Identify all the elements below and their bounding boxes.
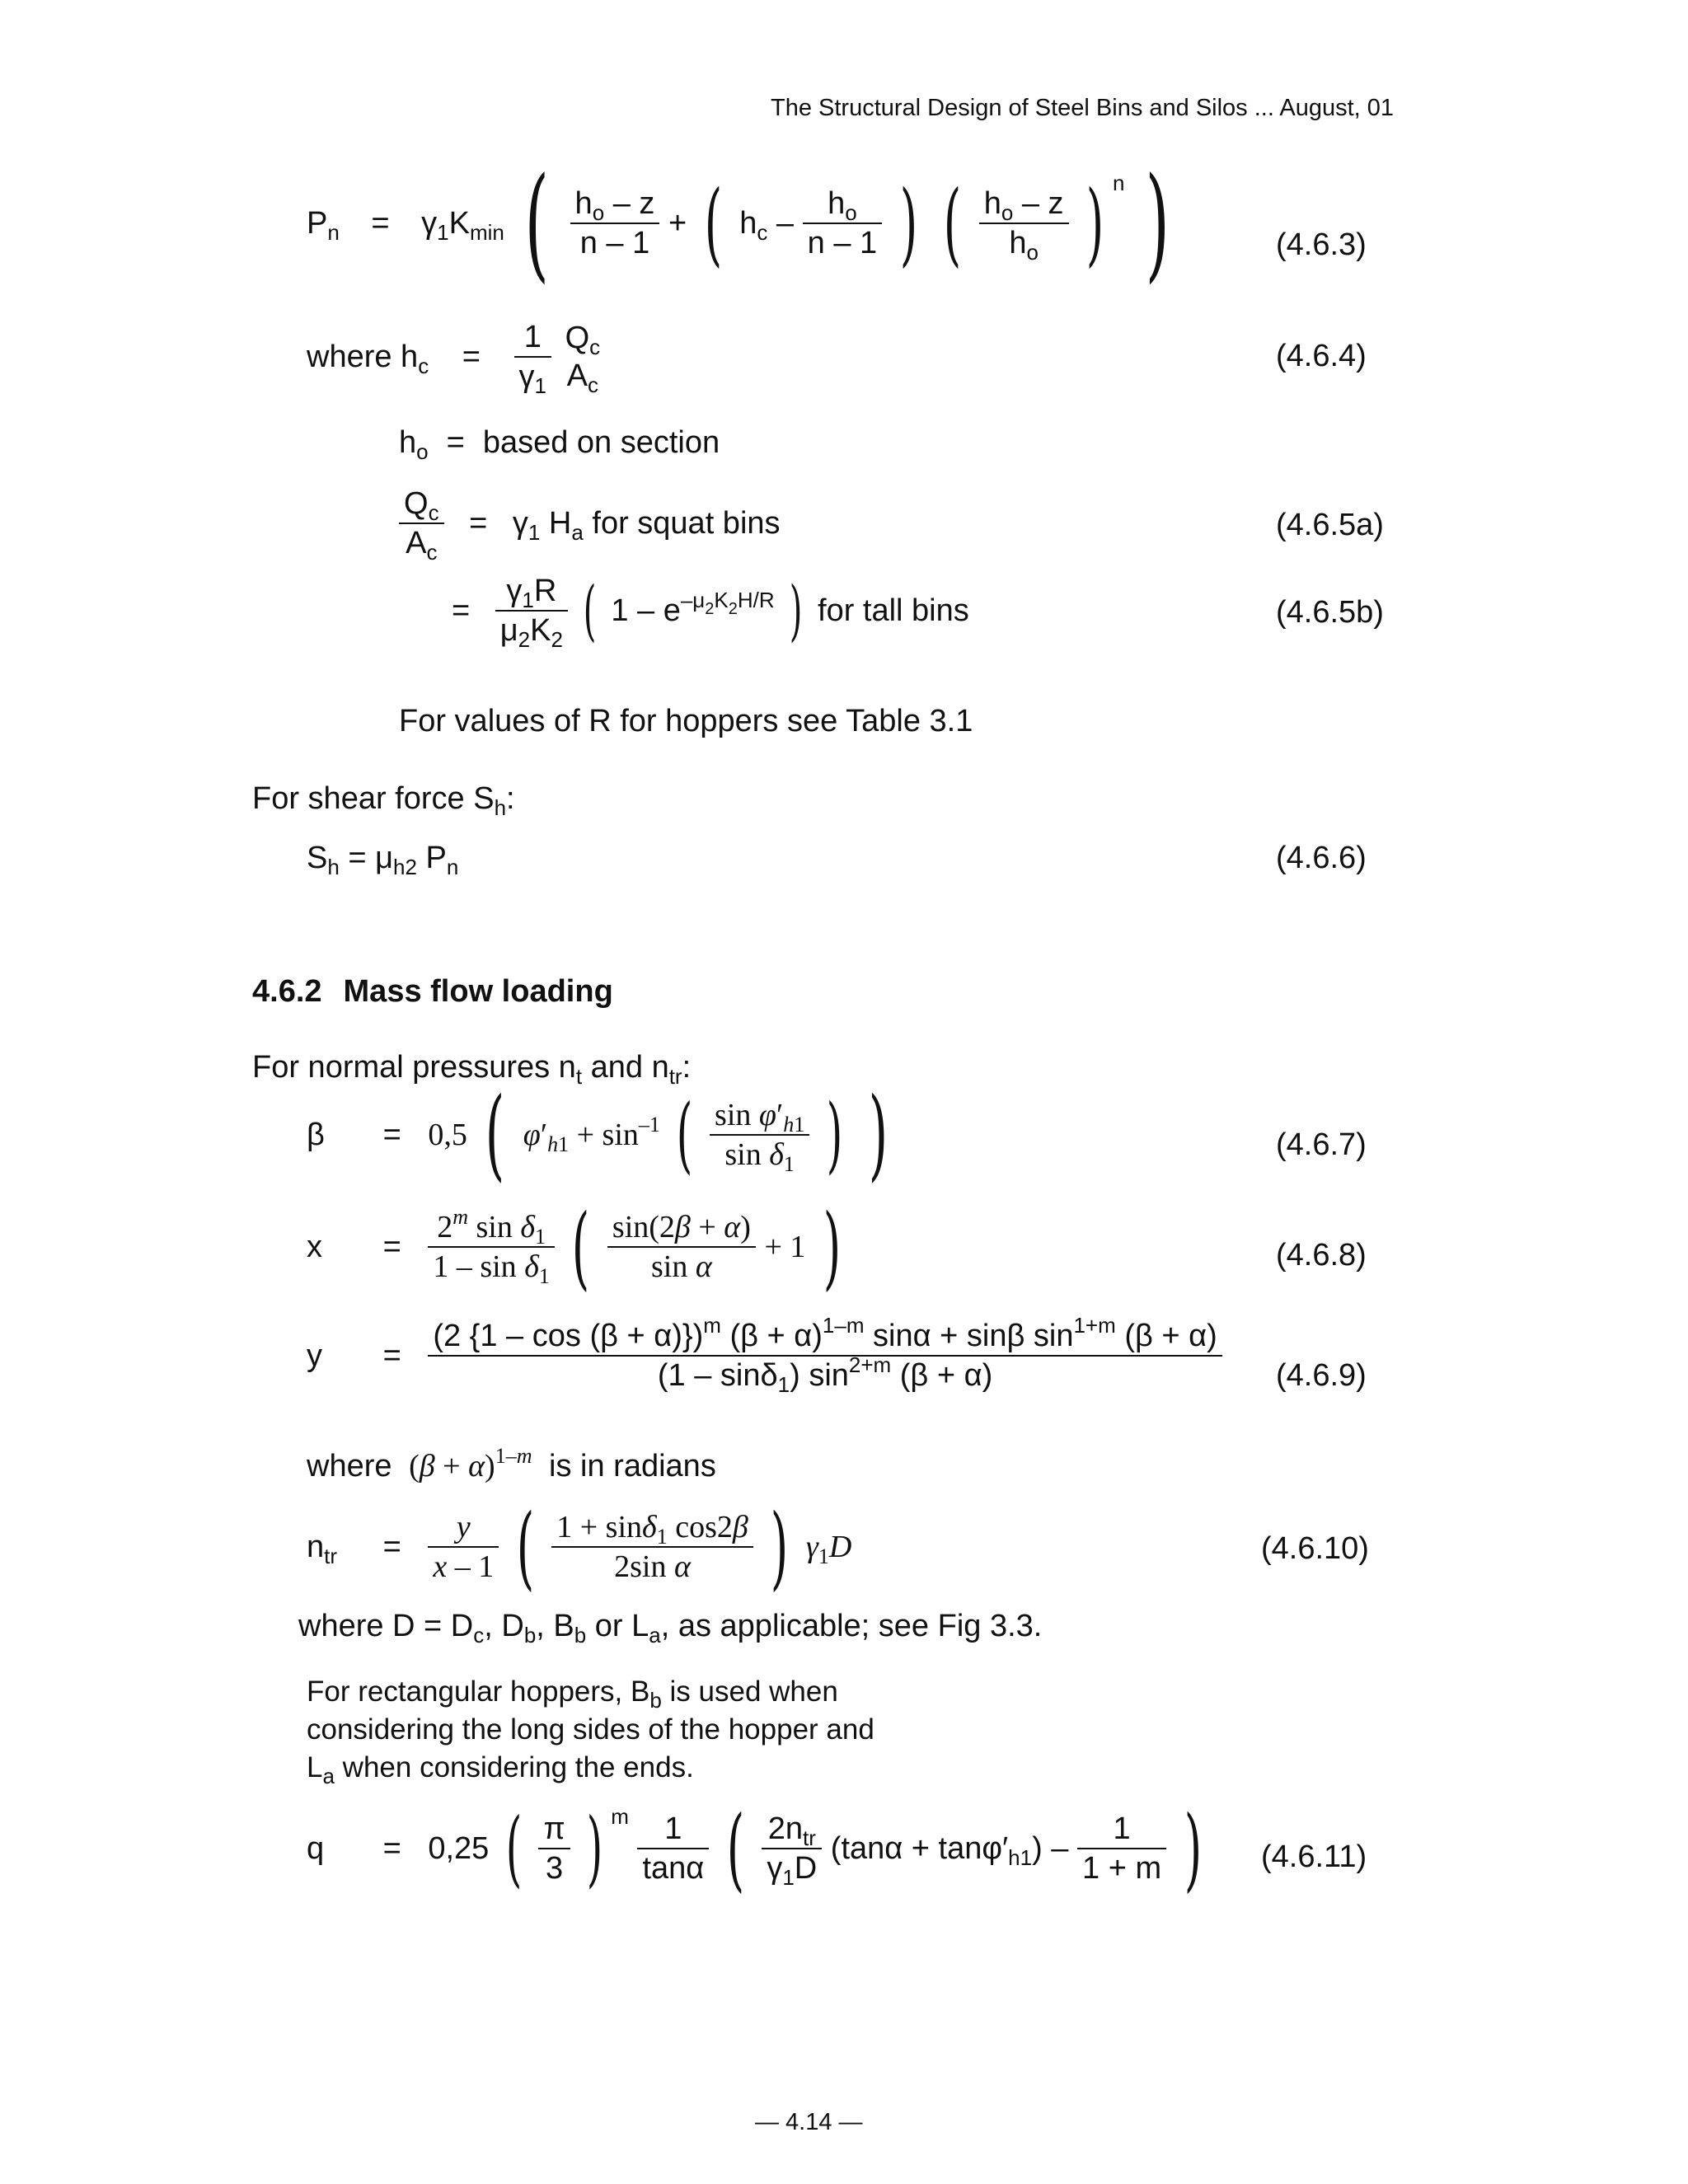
shear-force-intro: For shear force $S_h$: [252,781,515,820]
where-label: where h [307,340,419,374]
equation-4-6-6: $S_h = \mu_{h2}$ $P_n$ [307,841,459,879]
section-heading [252,972,613,1010]
equation-4-6-10: $n_{tr}$ = $\frac{y}{x - 1}$ ( $\frac{1 + \sin\delta_1 \cos 2\beta}{\text{2sin α}}$ ) $\gamma_1D$ [307,1494,852,1600]
radians-pre: where [307,1449,392,1483]
equation-number: (4.6.7) [1276,1127,1367,1162]
equation-number: (4.6.4) [1276,339,1367,373]
tall-label: for tall bins [818,593,969,628]
equation-number: (4.6.10) [1261,1531,1369,1566]
rect-line-2: considering the long sides of the hopper and [307,1713,874,1746]
rect-line-3: when considering the ends. [342,1751,694,1783]
page-number: — 4.14 — [755,2109,863,2135]
equation-number: (4.6.11) [1261,1840,1367,1874]
where-d-rest: , as applicable; see Fig 3.3. [660,1609,1043,1643]
equation-4-6-11: q = 0,25 ( $\frac{\pi}{3}$ ) $^m$ $\frac{1}{\tan\alpha}$ ( $\frac{2n_{tr}}{\gamma_1D}$ $(\tan\alpha + \tan\varphi'_{h1})$ – $\frac{1}{1 + m}$ ) [307,1796,1202,1901]
running-header: The Structural Design of Steel Bins and Silos ... August, 01 [771,95,1395,121]
where-label-sub: c [418,354,429,378]
radians-post: is in radians [549,1449,716,1483]
section-title: Mass flow loading [343,974,613,1009]
equation-4-6-7: β = 0,5 ( $\varphi'_{h1} + \sin^{-1}$ ( $\frac{\sin \varphi'_{h1}}{\sin \delta_1}$ ) ) [307,1077,889,1192]
equation-4-6-3: $P_n = \gamma_1K_{min}$ ( $\frac{h_o - z}{n - 1}$ + ( $h_c$ – $\frac{h_o}{n - 1}$ ) ( $\frac{h_o - z}{h_o}$ ) $^n$ ) [307,151,1170,295]
values-of-r-note: For values of R for hoppers see Table 3.1 [399,704,973,738]
where-d-note: where $D = D_c$, $D_b$, $B_b$ or $L_a$, as applicable; see Fig 3.3. [298,1609,1043,1647]
radians-note: where $(\beta + \alpha)^{1-m}$ is in radians [307,1444,716,1483]
squat-label: for squat bins [592,506,781,541]
ho-definition: $h_o$ = based on section [399,425,720,464]
normal-intro-text: For normal pressures n [252,1050,576,1085]
equation-number: (4.6.6) [1276,841,1367,875]
normal-intro-and: and n [590,1050,669,1085]
equation-4-6-4: where $h_c$ = $\frac{1}{\gamma_1}$ $Q_c$ $A_c$ [307,320,601,398]
section-number: 4.6.2 [252,974,322,1009]
ho-text: based on section [482,425,720,460]
equation-number: (4.6.5b) [1276,595,1384,630]
equation-number: (4.6.8) [1276,1238,1367,1272]
normal-pressures-intro: For normal pressures $n_t$ and $n_{tr}$: [252,1050,692,1089]
equation-4-6-8: x = $\frac{2^m \sin \delta_1}{1 - \sin \delta_1}$ ( $\frac{\sin(2\beta + \alpha)}{\text{sin α}}$ + 1 ) [307,1194,842,1300]
rect-line-1: For rectangular hoppers, B [307,1675,650,1708]
equation-number: (4.6.3) [1276,227,1367,262]
equation-4-6-5a: $\frac{Q_c}{A_c}$ = $\gamma_1$ $H_a$ for squat bins [399,485,781,562]
equation-number: (4.6.9) [1276,1358,1367,1393]
equation-4-6-9: y = $\frac{(2 \{1 - \cos (\beta + \alpha)\})^m (\beta + \alpha)^{1-m} \sin\alpha + \sin\beta \sin^{1+m} (\beta + \alpha)}{(1 - \sin\delta_1) \sin^{2+m} (\beta + \alpha)}$ [307,1317,1222,1394]
equation-4-6-5b: = $\frac{\gamma_1R}{\mu_2K_2}$ ( $1 - e^{-\mu_2K_2H/R}$ ) for tall bins [452,572,969,652]
where-d-text: where D = D [298,1609,474,1643]
rect-hoppers-note: For rectangular hoppers, $B_b$ is used when considering the long sides of the hopper and $L_a$ when considering the ends. [307,1675,874,1788]
equation-number: (4.6.5a) [1276,508,1384,542]
rect-line-1-post: is used when [669,1675,838,1708]
shear-intro-text: For shear force S [252,781,495,816]
shear-intro-sub: h [494,795,507,820]
